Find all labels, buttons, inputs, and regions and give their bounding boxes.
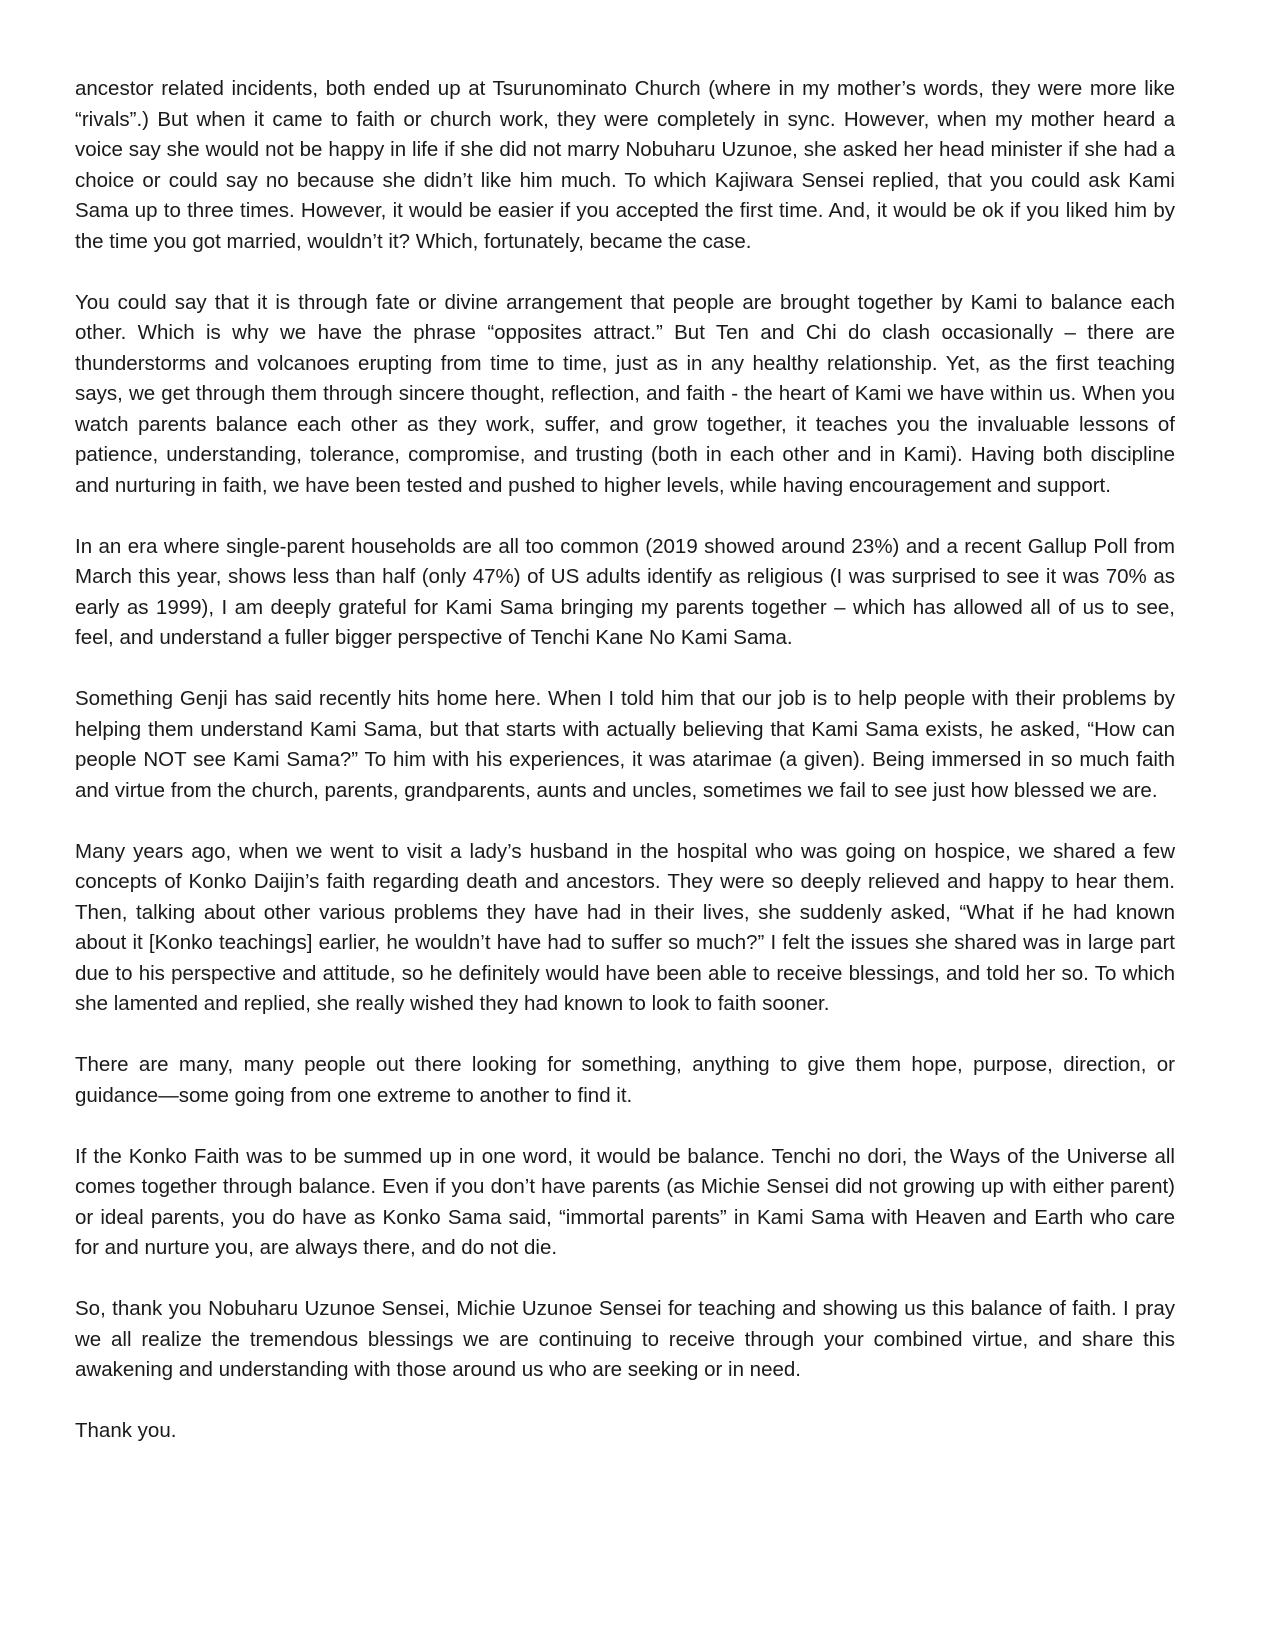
paragraph-seeking-guidance: There are many, many people out there looking for something, anything to give them hope, purpose, direction, or guidance—some going from one extreme to another to find it. [75, 1053, 1175, 1107]
paragraph-genji: Something Genji has said recently hits home here. When I told him that our job is to help people with their problems by helping them understand Kami Sama, but that starts with actually believing that Kami Sama exists, he asked, “How can people NOT see Kami Sama?” To him with his experiences, it was atarimae (a given). Being immersed in so much faith and virtue from the church, parents, grandparents, aunts and uncles, sometimes we fail to see just how blessed we are. [75, 687, 1175, 802]
paragraph-closing: Thank you. [75, 1419, 177, 1442]
paragraph-hospice: Many years ago, when we went to visit a lady’s husband in the hospital who was going on hospice, we shared a few concepts of Konko Daijin’s faith regarding death and ancestors. They were so deeply relieved and happy to hear them. Then, talking about other various problems they have had in their lives, she suddenly asked, “What if he had known about it [Konko teachings] earlier, he wouldn’t have had to suffer so much?” I felt the issues she shared was in large part due to his perspective and attitude, so he definitely would have been able to receive blessings, and told her so. To which she lamented and replied, she really wished they had known to look to faith sooner. [75, 839, 1175, 1015]
document-body [75, 74, 1175, 1447]
paragraph-balance: If the Konko Faith was to be summed up in one word, it would be balance. Tenchi no dori, the Ways of the Universe all comes together through balance. Even if you don’t have parents (as Michie Sensei did not growing up with either parent) or ideal parents, you do have as Konko Sama said, “immortal parents” in Kami Sama with Heaven and Earth who care for and nurture you, are always there, and do not die. [75, 1144, 1175, 1259]
paragraph-rivals-in-sync: ancestor related incidents, both ended up at Tsurunominato Church (where in my mother’s words, they were more like “rivals”.) But when it came to faith or church work, they were completely in sync. However, when my mother heard a voice say she would not be happy in life if she did not marry Nobuharu Uzunoe, she asked her head minister if she had a choice or could say no because she didn’t like him much. To which Kajiwara Sensei replied, that you could ask Kami Sama up to three times. However, it would be easier if you accepted the first time. And, it would be ok if you liked him by the time you got married, wouldn’t it? Which, fortunately, became the case. [75, 77, 1175, 253]
paragraph-opposites-attract: You could say that it is through fate or divine arrangement that people are brought together by Kami to balance each other. Which is why we have the phrase “opposites attract.” But Ten and Chi do clash occasionally – there are thunderstorms and volcanoes erupting from time to time, just as in any healthy relationship. Yet, as the first teaching says, we get through them through sincere thought, reflection, and faith - the heart of Kami we have within us. When you watch parents balance each other as they work, suffer, and grow together, it teaches you the invaluable lessons of patience, understanding, tolerance, compromise, and trusting (both in each other and in Kami). Having both discipline and nurturing in faith, we have been tested and pushed to higher levels, while having encouragement and support. [75, 290, 1175, 497]
paragraph-gallup-poll: In an era where single-parent households are all too common (2019 showed around 23%) and a recent Gallup Poll from March this year, shows less than half (only 47%) of US adults identify as religious (I was surprised to see it was 70% as early as 1999), I am deeply grateful for Kami Sama bringing my parents together – which has allowed all of us to see, feel, and understand a fuller bigger perspective of Tenchi Kane No Kami Sama. [75, 534, 1175, 649]
paragraph-thanks-senseis: So, thank you Nobuharu Uzunoe Sensei, Michie Uzunoe Sensei for teaching and showing us this balance of faith. I pray we all realize the tremendous blessings we are continuing to receive through your combined virtue, and share this awakening and understanding with those around us who are seeking or in need. [75, 1297, 1175, 1381]
